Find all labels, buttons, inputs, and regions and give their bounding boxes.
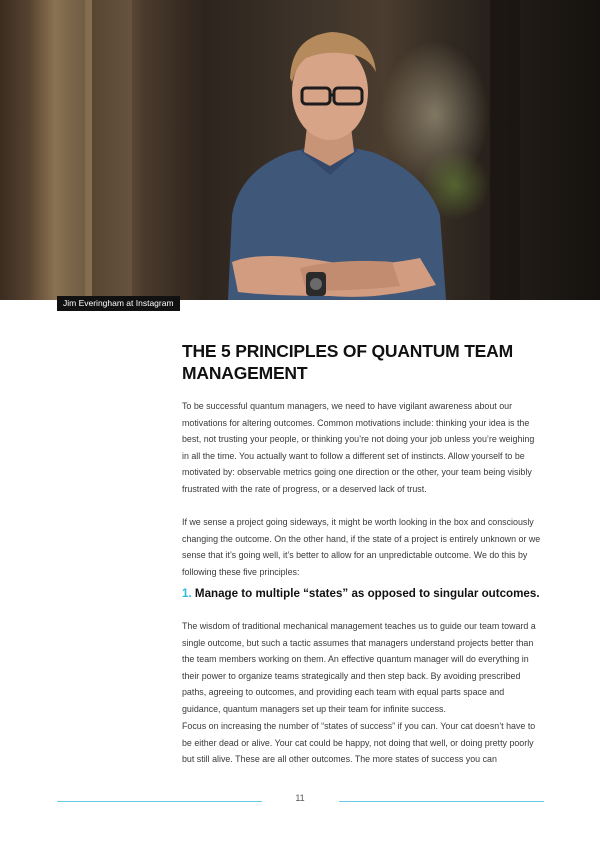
footer-divider-right (339, 801, 544, 802)
article-title: THE 5 PRINCIPLES OF QUANTUM TEAM MANAGEMENT (182, 341, 513, 383)
paragraph-traditional-management: The wisdom of traditional mechanical management teaches us to guide our team toward a single outcome, but such a tactic assumes that managers understand projects better than the team members working on them. An effective quantum manager will do everything in their power to organize teams strategically and then step back. By avoiding prescribed paths, agreeing to outcomes, and providing each team with equal parts space and guidance, quantum managers set up their team for infinite success. (182, 621, 536, 714)
photo-caption: Jim Everingham at Instagram (57, 296, 180, 311)
hero-photo (0, 0, 600, 300)
page-number: 11 (295, 793, 305, 803)
paragraph-motivations: To be successful quantum managers, we need to have vigilant awareness about our motivations for altering outcomes. Common motivations include: thinking your idea is the best, not trusting your people, or thinking you’re not doing your job unless you’re weighing in all the time. You actually want to follow a different set of instincts. Allow yourself to be motivated by: observable metrics going one direction or the other, your team being visibly frustrated with the rate of progress, or a deserved lack of trust. (182, 401, 535, 494)
article-header (182, 340, 544, 384)
paragraph-sideways-project: If we sense a project going sideways, it might be worth looking in the box and consciously changing the outcome. On the other hand, if the state of a project is entirely unknown or we sense that it’s going well, it’s better to allow for an unpredictable outcome. We do this by following these five principles: (182, 517, 541, 577)
principle-1-heading (182, 587, 552, 600)
principle-heading-text: Manage to multiple “states” as opposed to singular outcomes. (194, 587, 540, 600)
paragraph-states-of-success: Focus on increasing the number of “states of success” if you can. Your cat doesn’t have to be either dead or alive. Your cat could be happy, not doing that well, or doing pretty poorly but still alive. These are all other outcomes. The more states of success you can (182, 721, 536, 765)
footer-divider-left (57, 801, 262, 802)
portrait-illustration (0, 0, 600, 300)
principle-number: 1. (182, 587, 192, 600)
